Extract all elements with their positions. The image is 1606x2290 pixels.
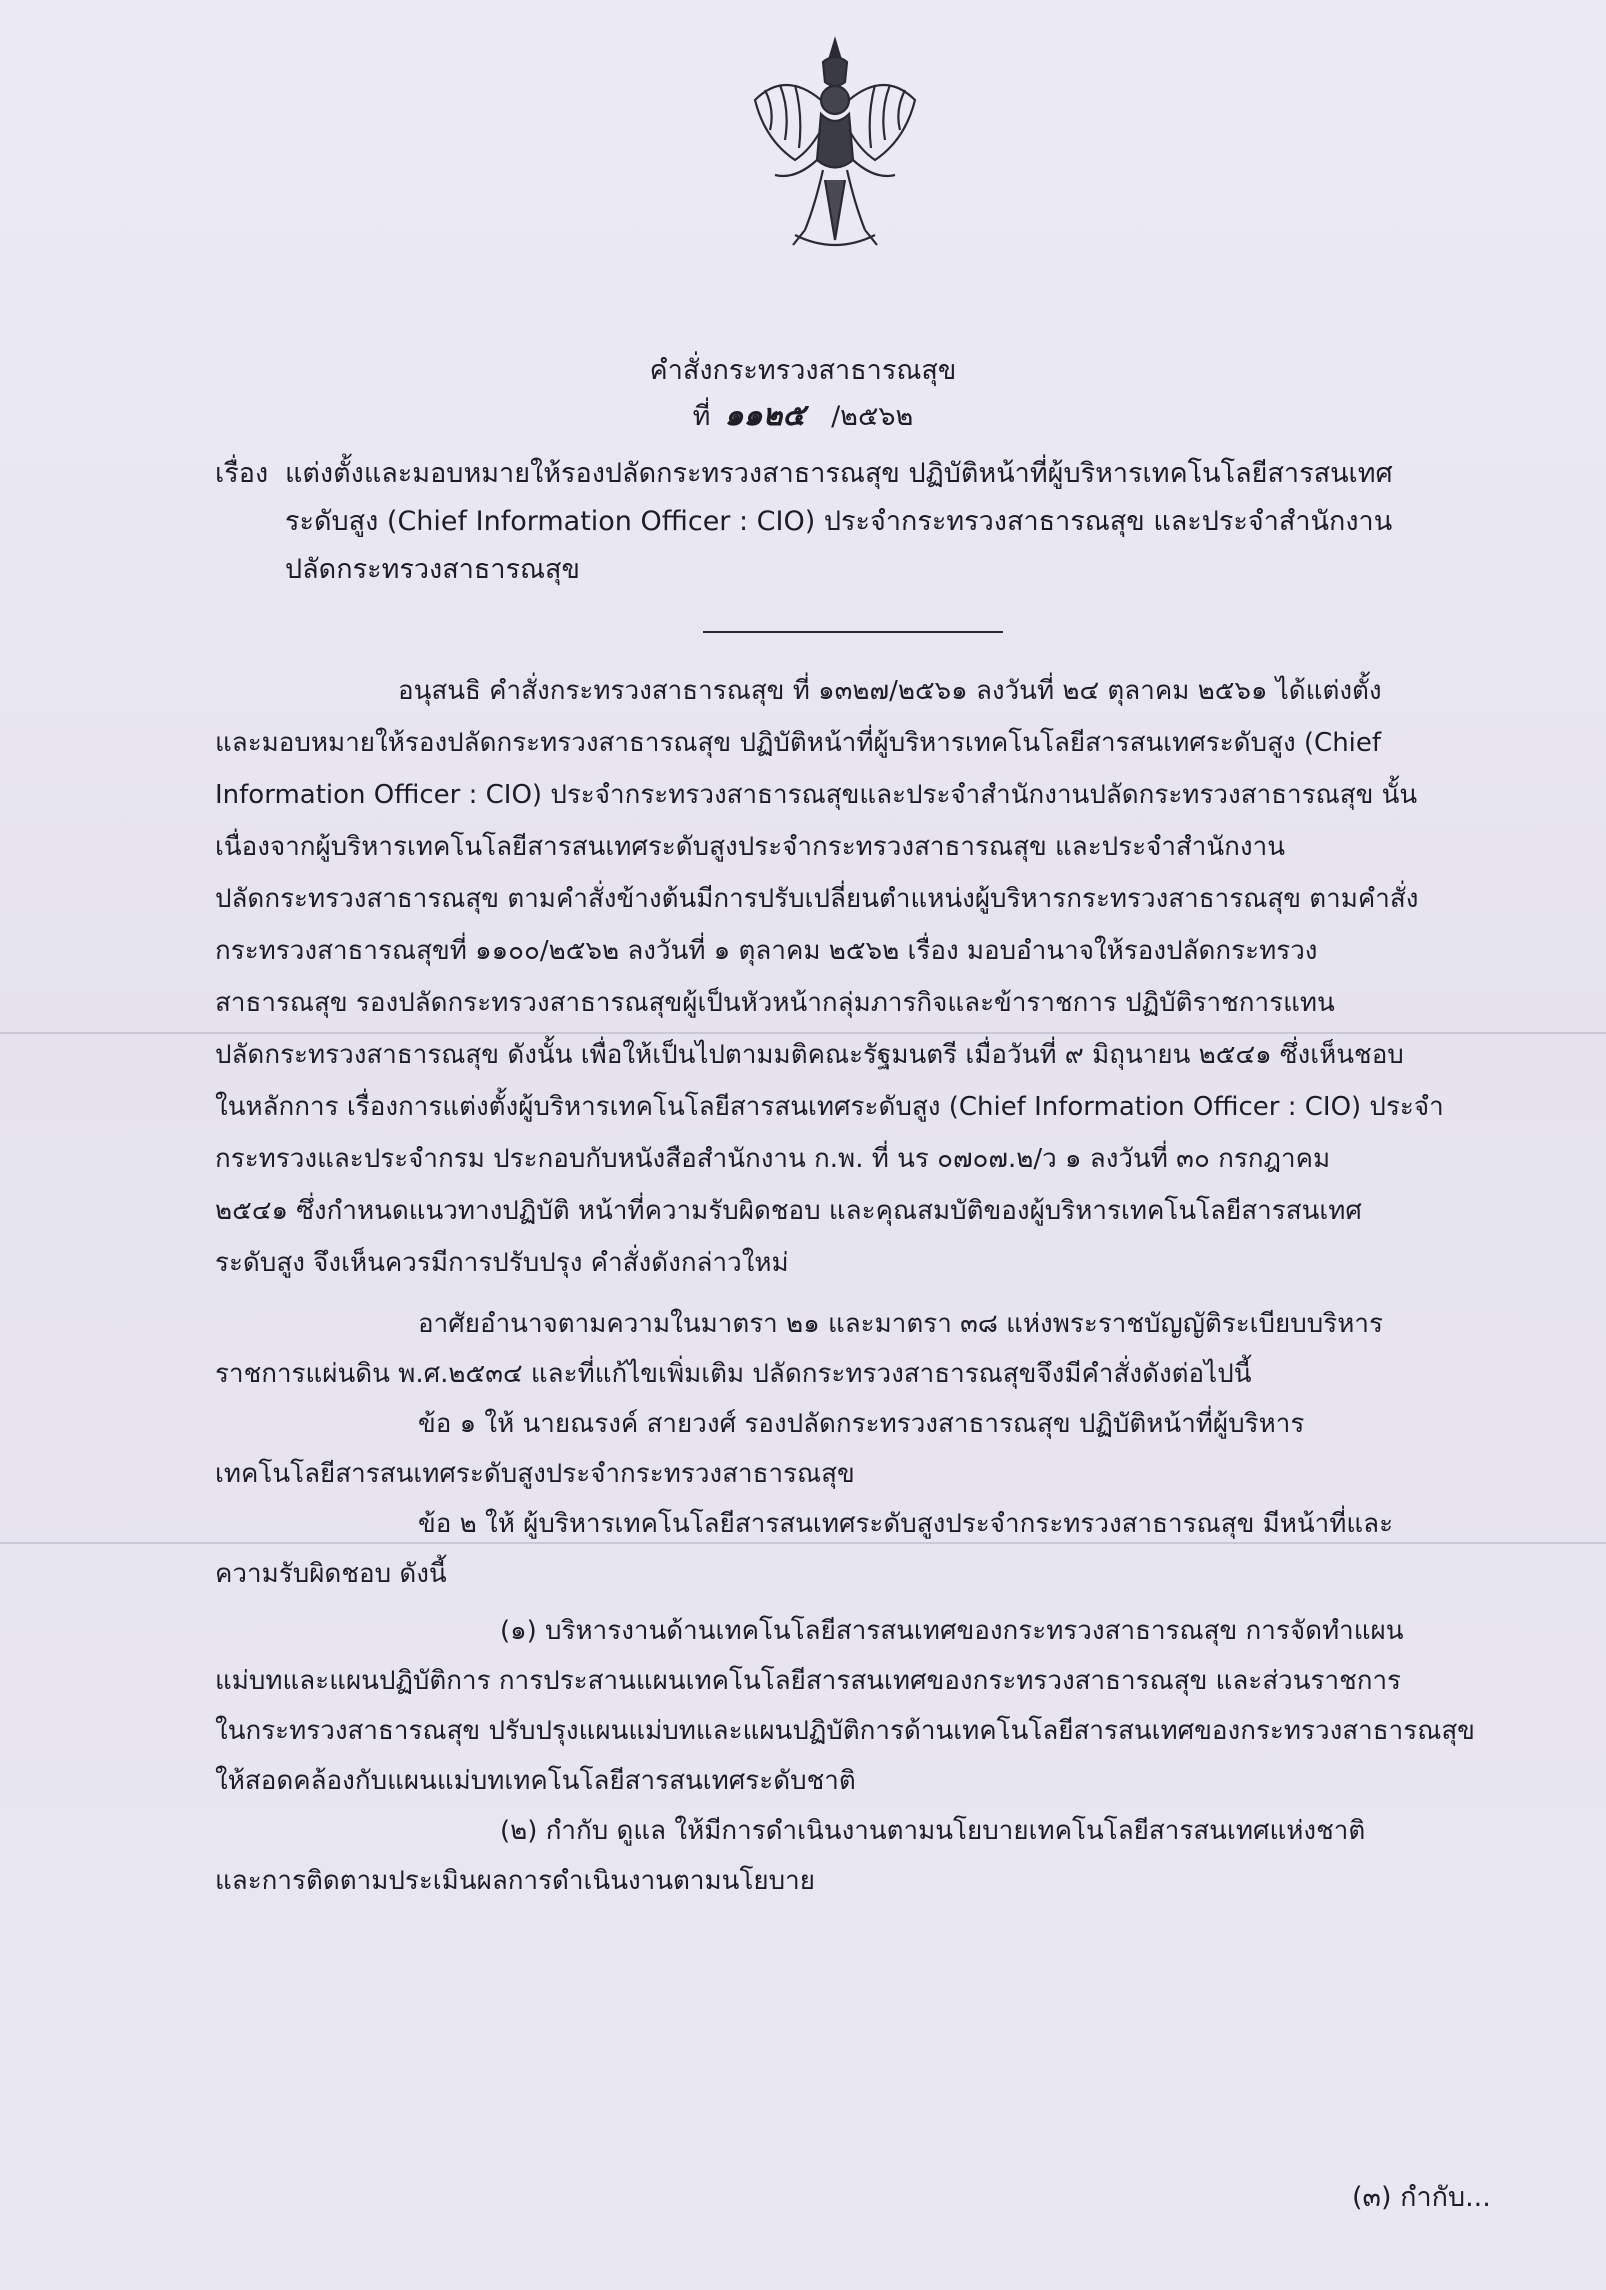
continuation-marker: (๓) กำกับ...	[1352, 2182, 1491, 2213]
subject-line: แต่งตั้งและมอบหมายให้รองปลัดกระทรวงสาธารณสุข ปฏิบัติหน้าที่ผู้บริหารเทคโนโลยีสารสนเทศ	[285, 458, 1393, 489]
order-title: คำสั่งกระทรวงสาธารณสุข	[649, 355, 957, 386]
body-line: กระทรวงและประจำกรม ประกอบกับหนังสือสำนักงาน ก.พ. ที่ นร ๐๗๐๗.๒/ว ๑ ลงวันที่ ๓๐ กรกฎาคม	[215, 1144, 1331, 1174]
number-prefix: ที่	[692, 401, 711, 432]
body-line: ในหลักการ เรื่องการแต่งตั้งผู้บริหารเทคโนโลยีสารสนเทศระดับสูง (Chief Information Officer : CIO) ประจำ	[215, 1092, 1444, 1122]
body-line: และการติดตามประเมินผลการดำเนินงานตามนโยบาย	[215, 1866, 815, 1896]
body-line: ราชการแผ่นดิน พ.ศ.๒๕๓๔ และที่แก้ไขเพิ่มเติม ปลัดกระทรวงสาธารณสุขจึงมีคำสั่งดังต่อไปนี้	[215, 1359, 1252, 1389]
clause-1-line: ข้อ ๑ ให้ นายณรงค์ สายวงศ์ รองปลัดกระทรวงสาธารณสุข ปฏิบัติหน้าที่ผู้บริหาร	[418, 1409, 1305, 1439]
order-number-line	[0, 392, 1606, 439]
garuda-emblem	[735, 30, 935, 270]
body-line: กระทรวงสาธารณสุขที่ ๑๑๐๐/๒๕๖๒ ลงวันที่ ๑ ตุลาคม ๒๕๖๒ เรื่อง มอบอำนาจให้รองปลัดกระทรวง	[215, 936, 1318, 966]
body-line: สาธารณสุข รองปลัดกระทรวงสาธารณสุขผู้เป็นหัวหน้ากลุ่มภารกิจและข้าราชการ ปฏิบัติราชการแทน	[215, 988, 1335, 1018]
body-line: อนุสนธิ คำสั่งกระทรวงสาธารณสุข ที่ ๑๓๒๗/๒๕๖๑ ลงวันที่ ๒๔ ตุลาคม ๒๕๖๑ ได้แต่งตั้ง	[398, 676, 1382, 706]
order-number: ๑๑๒๕	[724, 398, 806, 433]
order-year: /๒๕๖๒	[831, 401, 914, 432]
body-line: ปลัดกระทรวงสาธารณสุข ตามคำสั่งข้างต้นมีการปรับเปลี่ยนตำแหน่งผู้บริหารกระทรวงสาธารณสุข ตามคำสั่ง	[215, 884, 1419, 914]
body-line: ระดับสูง จึงเห็นควรมีการปรับปรุง คำสั่งดังกล่าวใหม่	[215, 1248, 789, 1278]
body-line: ให้สอดคล้องกับแผนแม่บทเทคโนโลยีสารสนเทศระดับชาติ	[215, 1766, 856, 1796]
body-line: ความรับผิดชอบ ดังนี้	[215, 1559, 447, 1589]
item-1-line: (๑) บริหารงานด้านเทคโนโลยีสารสนเทศของกระทรวงสาธารณสุข การจัดทำแผน	[500, 1616, 1404, 1646]
subject-block	[215, 450, 1393, 594]
body-line: และมอบหมายให้รองปลัดกระทรวงสาธารณสุข ปฏิบัติหน้าที่ผู้บริหารเทคโนโลยีสารสนเทศระดับสูง (Chief	[215, 728, 1382, 758]
body-line: แม่บทและแผนปฏิบัติการ การประสานแผนเทคโนโลยีสารสนเทศของกระทรวงสาธารณสุข และส่วนราชการ	[215, 1666, 1402, 1696]
clause-2-line: ข้อ ๒ ให้ ผู้บริหารเทคโนโลยีสารสนเทศระดับสูงประจำกระทรวงสาธารณสุข มีหน้าที่และ	[418, 1509, 1394, 1539]
body-line: ๒๕๔๑ ซึ่งกำหนดแนวทางปฏิบัติ หน้าที่ความรับผิดชอบ และคุณสมบัติของผู้บริหารเทคโนโลยีสารสนเทศ	[215, 1196, 1362, 1226]
item-2-line: (๒) กำกับ ดูแล ให้มีการดำเนินงานตามนโยบายเทคโนโลยีสารสนเทศแห่งชาติ	[500, 1816, 1366, 1846]
body-line: เทคโนโลยีสารสนเทศระดับสูงประจำกระทรวงสาธารณสุข	[215, 1459, 855, 1489]
body-line: ในกระทรวงสาธารณสุข ปรับปรุงแผนแม่บทและแผนปฏิบัติการด้านเทคโนโลยีสารสนเทศของกระทรวงสาธารณสุข	[215, 1716, 1475, 1746]
separator-rule	[703, 631, 1003, 633]
subject-line: ปลัดกระทรวงสาธารณสุข	[285, 554, 580, 585]
body-line: เนื่องจากผู้บริหารเทคโนโลยีสารสนเทศระดับสูงประจำกระทรวงสาธารณสุข และประจำสำนักงาน	[215, 832, 1285, 862]
body-line: Information Officer : CIO) ประจำกระทรวงสาธารณสุขและประจำสำนักงานปลัดกระทรวงสาธารณสุข นั้น	[215, 780, 1418, 810]
subject-label: เรื่อง	[215, 458, 269, 489]
body-line: ปลัดกระทรวงสาธารณสุข ดังนั้น เพื่อให้เป็นไปตามมติคณะรัฐมนตรี เมื่อวันที่ ๙ มิถุนายน ๒๕๔๑ ซึ่งเห็นชอบ	[215, 1040, 1404, 1070]
subject-line: ระดับสูง (Chief Information Officer : CIO) ประจำกระทรวงสาธารณสุข และประจำสำนักงาน	[285, 506, 1393, 537]
body-line: อาศัยอำนาจตามความในมาตรา ๒๑ และมาตรา ๓๘ แห่งพระราชบัญญัติระเบียบบริหาร	[418, 1309, 1383, 1339]
